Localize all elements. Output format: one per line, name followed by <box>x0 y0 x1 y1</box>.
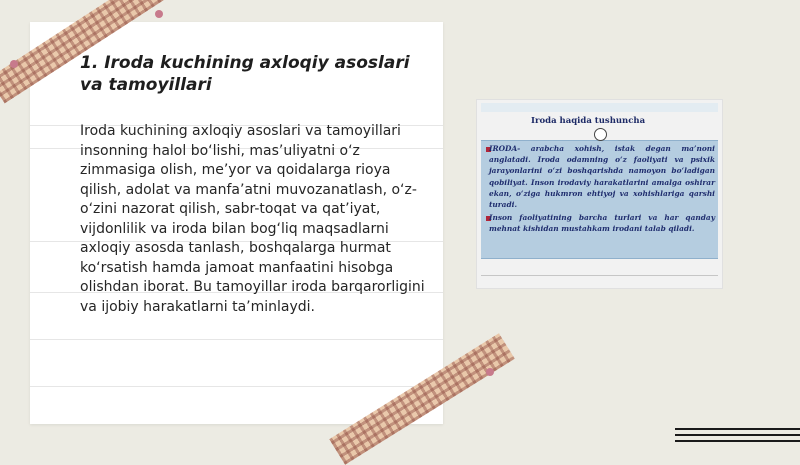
paper-rule <box>30 386 443 387</box>
slide-title: 1. Iroda kuchining axloqiy asoslari va tamoyillari <box>80 53 410 95</box>
tape-dot <box>155 10 163 18</box>
decorative-line <box>675 428 800 430</box>
paper-rule <box>30 339 443 340</box>
tape-dot <box>10 60 18 68</box>
figure-paragraph-2: Inson faoliyatining barcha turlari va har qanday mehnat kishidan mustahkam irodani talab qiladi. <box>489 213 715 234</box>
tape-dot <box>486 368 494 376</box>
decorative-line <box>675 440 800 442</box>
figure-text-box <box>481 140 718 259</box>
decorative-line <box>675 434 800 436</box>
slide-body-text: Iroda kuchining axloqiy asoslari va tamoyillari insonning halol bo‘lishi, mas’uliyatni o‘z zimmasiga olish, me’yor va qoidalarga rioya qilish, adolat va manfa’atni muvozanatlash, o‘z-o‘zini nazorat qilish, sabr-toqat va qat’iyat, vijdonlilik va iroda bilan bog‘liq maqsadlarni axloqiy asosda tanlash, boshqalarga hurmat ko‘rsatish hamda jamoat manfaatini hisobga olishdan iborat. Bu tamoyillar iroda barqarorligini va ijobiy harakatlarni ta’minlaydi. <box>80 123 425 315</box>
figure-paragraph-1: IRODA- arabcha xohish, istak degan ma’noni anglatadi. Iroda odamning o‘z faoliyati va psixik jarayonlarini o‘zi boshqarishda namoyon bo‘ladigan qobiliyat. Inson irodaviy harakatlarini amalga oshirar ekan, o‘ziga hukmron ehtiyoj va xohishlariga qarshi turadi. <box>489 144 715 210</box>
figure-title: Iroda haqida tushuncha <box>531 116 646 126</box>
figure-image <box>476 99 723 289</box>
figure-divider <box>481 275 718 276</box>
circle-icon <box>594 128 607 141</box>
figure-header-band <box>481 103 718 112</box>
